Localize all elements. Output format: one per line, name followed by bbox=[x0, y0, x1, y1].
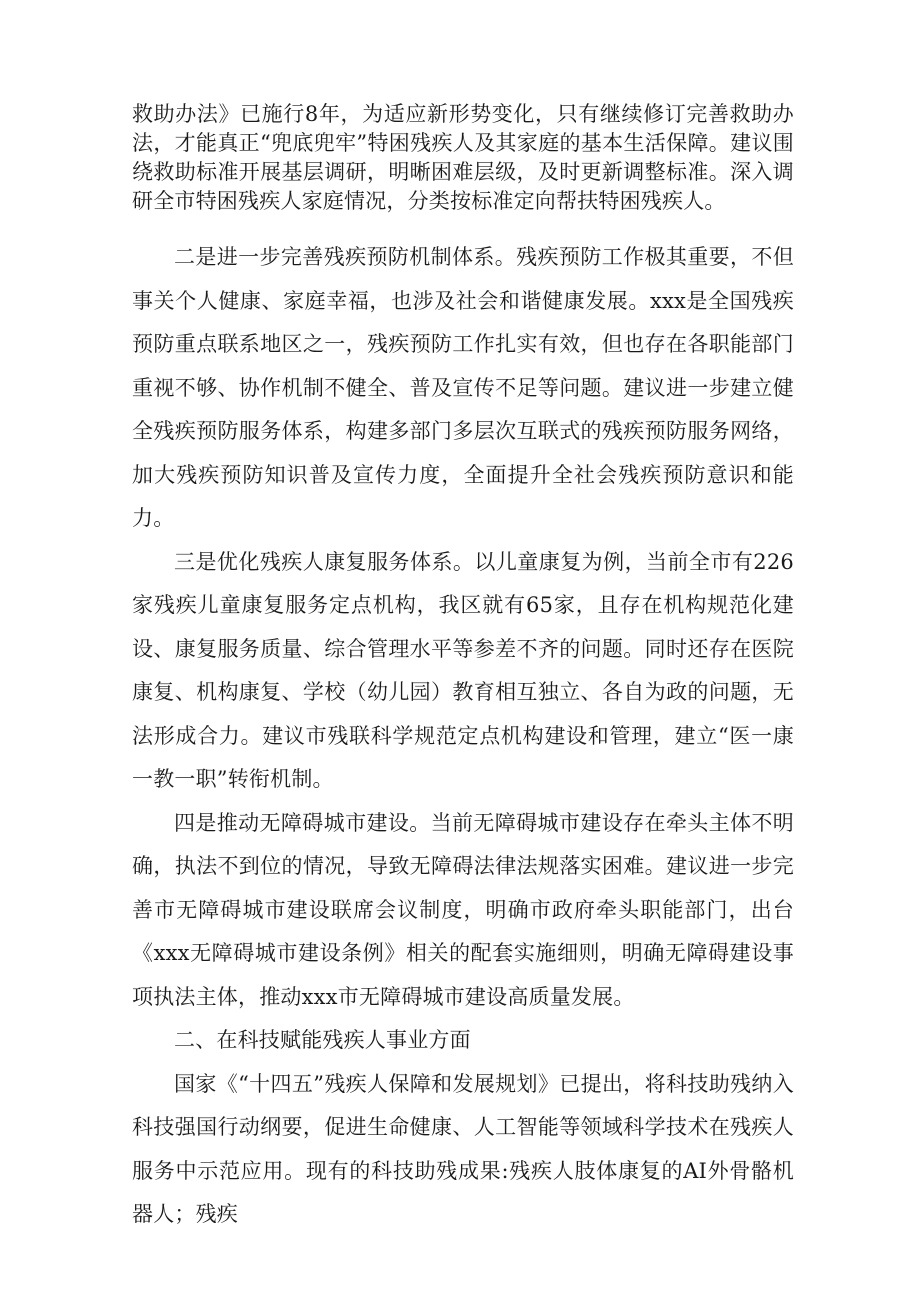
document-body bbox=[132, 100, 794, 1237]
paragraph-technology-empowerment: 国家《“十四五”残疾人保障和发展规划》已提出，将科技助残纳入科技强国行动纲要，促进生命健康、人工智能等领域科学技术在残疾人服务中示范应用。现有的科技助残成果:残疾人肢体康复的AI外骨骼机器人；残疾 bbox=[132, 1071, 794, 1226]
section-heading-technology: 二、在科技赋能残疾人事业方面 bbox=[174, 1028, 471, 1052]
paragraph-barrier-free-city: 四是推动无障碍城市建设。当前无障碍城市建设存在牵头主体不明确，执法不到位的情况，导致无障碍法律法规落实困难。建议进一步完善市无障碍城市建设联席会议制度，明确市政府牵头职能部门，出台《xxx无障碍城市建设条例》相关的配套实施细则，明确无障碍建设事项执法主体，推动xxx市无障碍城市建设高质量发展。 bbox=[132, 810, 794, 1009]
paragraph-rehabilitation-services: 三是优化残疾人康复服务体系。以儿童康复为例，当前全市有226家残疾儿童康复服务定点机构，我区就有65家，且存在机构规范化建设、康复服务质量、综合管理水平等参差不齐的问题。同时还存在医院康复、机构康复、学校（幼儿园）教育相互独立、各自为政的问题，无法形成合力。建议市残联科学规范定点机构建设和管理，建立“医一康一教一职”转衔机制。 bbox=[132, 549, 794, 791]
paragraph-relief-measures: 救助办法》已施行8年，为适应新形势变化，只有继续修订完善救助办法，才能真正“兜底兜牢”特困残疾人及其家庭的基本生活保障。建议围绕救助标准开展基层调研，明晰困难层级，及时更新调整标准。深入调研全市特困残疾人家庭情况，分类按标准定向帮扶特困残疾人。 bbox=[132, 102, 794, 213]
paragraph-disability-prevention: 二是进一步完善残疾预防机制体系。残疾预防工作极其重要，不但事关个人健康、家庭幸福，也涉及社会和谐健康发展。xxx是全国残疾预防重点联系地区之一，残疾预防工作扎实有效，但也存在各职能部门重视不够、协作机制不健全、普及宣传不足等问题。建议进一步建立健全残疾预防服务体系，构建多部门多层次互联式的残疾预防服务网络，加大残疾预防知识普及宣传力度，全面提升全社会残疾预防意识和能力。 bbox=[132, 245, 794, 530]
